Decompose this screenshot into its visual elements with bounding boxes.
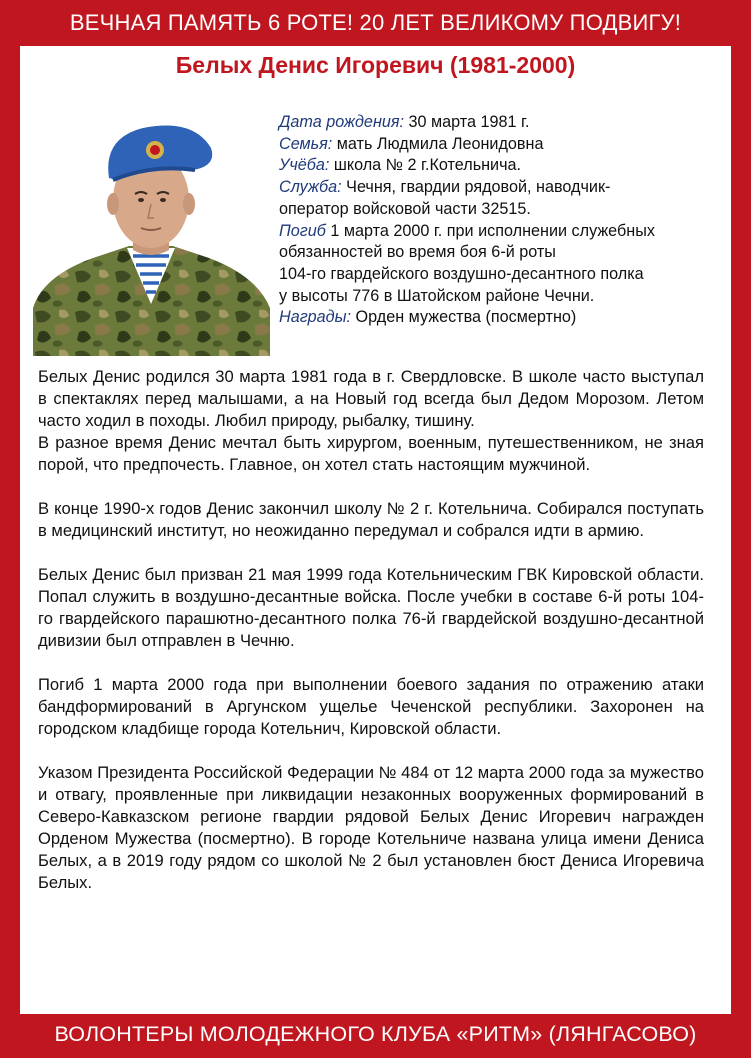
soldier-portrait bbox=[33, 108, 270, 356]
death-row-cont-2 bbox=[279, 264, 724, 286]
awards-label: Награды: bbox=[279, 308, 352, 327]
bio-paragraph-3: В конце 1990-х годов Денис закончил школу № 2 г. Котельнича. Собирался поступать в медицинский институт, но неожиданно передумал и собрался идти в армию. bbox=[38, 499, 704, 540]
bio-paragraph-4: Белых Денис был призван 21 мая 1999 года Котельническим ГВК Кировской области. Попал служить в воздушно-десантные войска. После учебки в составе 6-й роты 104-го гвардейского парашютно-десантного полка 76-й гвардейской воздушно-десантной дивизии был отправлен в Чечню. bbox=[38, 565, 704, 650]
info-block bbox=[279, 112, 724, 329]
death-row-cont-1 bbox=[279, 242, 724, 264]
death-value: 1 марта 2000 г. при исполнении служебных bbox=[325, 221, 655, 240]
service-row bbox=[279, 177, 724, 199]
birth-value: 30 марта 1981 г. bbox=[404, 113, 530, 131]
bio-paragraph-1: Белых Денис родился 30 марта 1981 года в г. Свердловске. В школе часто выступал в спектаклях перед малышами, а на Новый год всегда был Дедом Морозом. Летом часто ходил в походы. Любил природу, рыбалку, тишину. bbox=[38, 367, 704, 430]
service-row-cont bbox=[279, 199, 724, 221]
death-label: Погиб bbox=[279, 221, 326, 240]
awards-value: Орден мужества (посмертно) bbox=[351, 308, 577, 327]
death-value-cont-1: обязанностей во время боя 6-й роты bbox=[279, 243, 556, 262]
service-value-cont: оператор войсковой части 32515. bbox=[279, 199, 531, 218]
death-row bbox=[279, 221, 724, 243]
memorial-panel bbox=[20, 46, 731, 1014]
bio-paragraph-5: Погиб 1 марта 2000 года при выполнении боевого задания по отражению атаки бандформирований в Аргунском ущелье Чеченской республики. Захоронен на городском кладбище города Котельнич, Кировской области. bbox=[38, 675, 704, 738]
birth-row bbox=[279, 112, 724, 134]
birth-label: Дата рождения: bbox=[279, 113, 404, 131]
bio-paragraph-6: Указом Президента Российской Федерации № 484 от 12 марта 2000 года за мужество и отвагу, проявленные при ликвидации незаконных вооруженных формирований в Северо-Кавказском регионе гвардии рядовой Белых Денис Игоревич награжден Орденом Мужества (посмертно). В городе Котельниче названа улица имени Дениса Белых, а в 2019 году рядом со школой № 2 был установлен бюст Дениса Игоревича Белых. bbox=[38, 763, 704, 892]
study-label: Учёба: bbox=[279, 156, 330, 175]
study-value: школа № 2 г.Котельнича. bbox=[329, 156, 522, 175]
service-label: Служба: bbox=[279, 178, 342, 197]
bio-paragraph-2: В разное время Денис мечтал быть хирургом, военным, путешественником, не зная порой, что предпочесть. Главное, он хотел стать настоящим мужчиной. bbox=[38, 433, 704, 474]
awards-row bbox=[279, 307, 724, 329]
death-value-cont-2: 104-го гвардейского воздушно-десантного полка bbox=[279, 264, 644, 283]
death-value-cont-3: у высоты 776 в Шатойском районе Чечни. bbox=[279, 286, 595, 305]
family-value: мать Людмила Леонидовна bbox=[332, 134, 544, 153]
top-banner: ВЕЧНАЯ ПАМЯТЬ 6 РОТЕ! 20 ЛЕТ ВЕЛИКОМУ ПОДВИГУ! bbox=[69, 10, 682, 35]
family-row bbox=[279, 134, 724, 156]
bottom-banner: ВОЛОНТЕРЫ МОЛОДЕЖНОГО КЛУБА «РИТМ» (ЛЯНГАСОВО) bbox=[54, 1022, 697, 1046]
service-value: Чечня, гвардии рядовой, наводчик- bbox=[341, 178, 611, 197]
study-row bbox=[279, 155, 724, 177]
family-label: Семья: bbox=[279, 134, 333, 153]
death-row-cont-3 bbox=[279, 286, 724, 308]
biography bbox=[38, 366, 704, 916]
page-title: Белых Денис Игоревич (1981-2000) bbox=[175, 52, 576, 78]
